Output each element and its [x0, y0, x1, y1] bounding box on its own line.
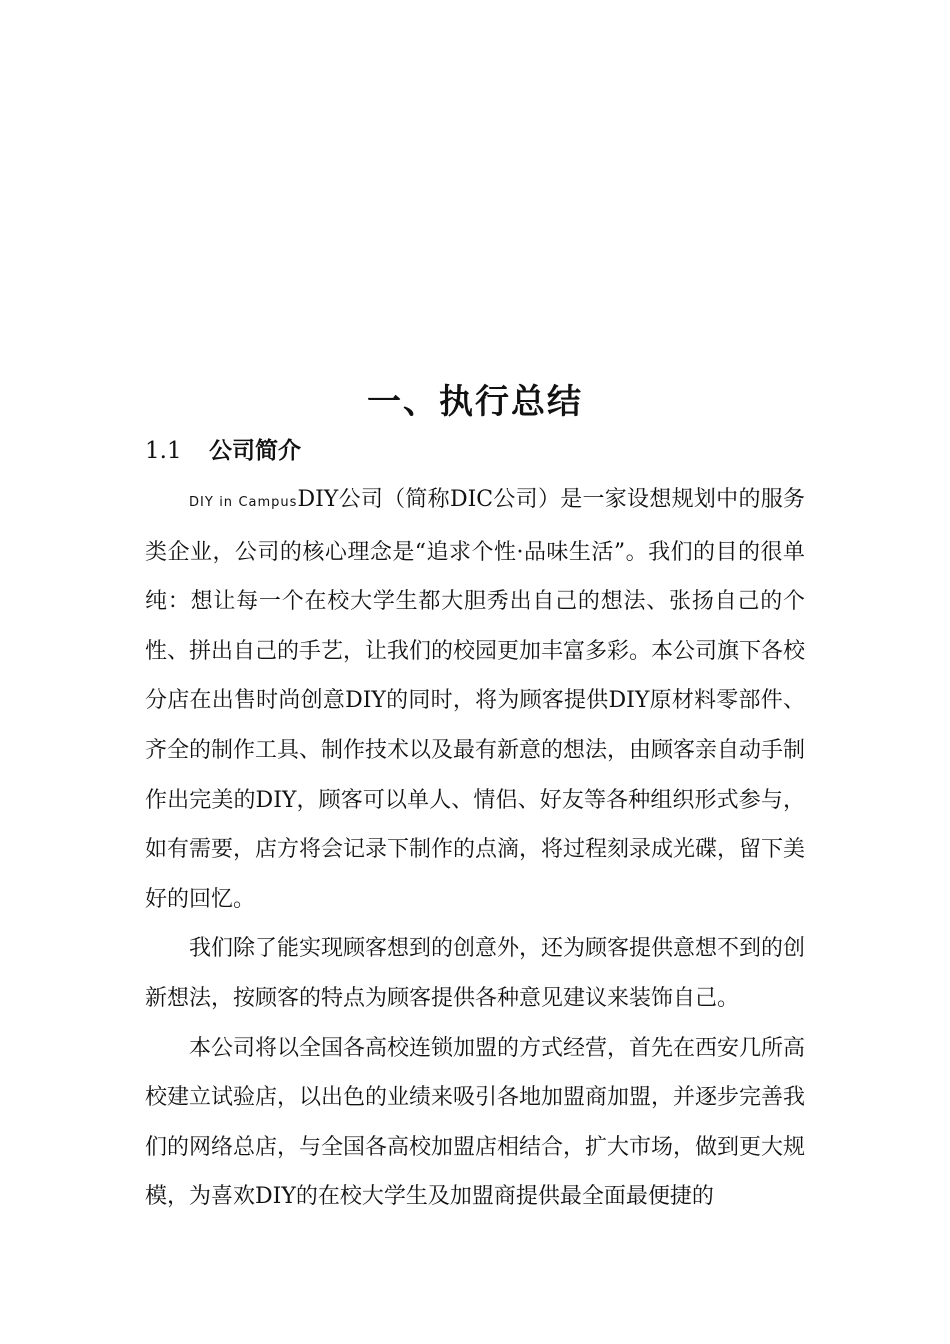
chapter-title: 一、执行总结: [367, 382, 583, 422]
section-heading: [145, 434, 301, 468]
paragraph-business-model: 本公司将以全国各高校连锁加盟的方式经营，首先在西安几所高校建立试验店，以出色的业绩来吸引各地加盟商加盟，并逐步完善我们的网络总店，与全国各高校加盟店相结合，扩大市场，做到更大规模，为喜欢DIY的在校大学生及加盟商提供最全面最便捷的: [145, 1035, 806, 1210]
paragraph-company-intro: [145, 475, 805, 924]
paragraph-creative-ideas: 我们除了能实现顾客想到的创意外，还为顾客提供意想不到的创新想法，按顾客的特点为顾客提供各种意见建议来装饰自己。: [145, 936, 806, 1011]
paragraph-text: DIY公司（简称DIC公司）是一家设想规划中的服务类企业，公司的核心理念是“追求个性·品味生活”。我们的目的很单纯：想让每一个在校大学生都大胆秀出自己的想法、张扬自己的个性、拼出自己的手艺，让我们的校园更加丰富多彩。本公司旗下各校分店在出售时尚创意DIY的同时，将为顾客提供DIY原材料零部件、齐全的制作工具、制作技术以及最有新意的想法，由顾客亲自动手制作出完美的DIY，顾客可以单人、情侣、好友等各种组织形式参与，如有需要，店方将会记录下制作的点滴，将过程刻录成光碟，留下美好的回忆。: [145, 487, 806, 912]
section-number: 1.1: [145, 438, 182, 464]
section-title: 公司简介: [209, 438, 301, 464]
brand-name: DIY in Campus: [189, 495, 298, 510]
body-text: [145, 475, 805, 1222]
